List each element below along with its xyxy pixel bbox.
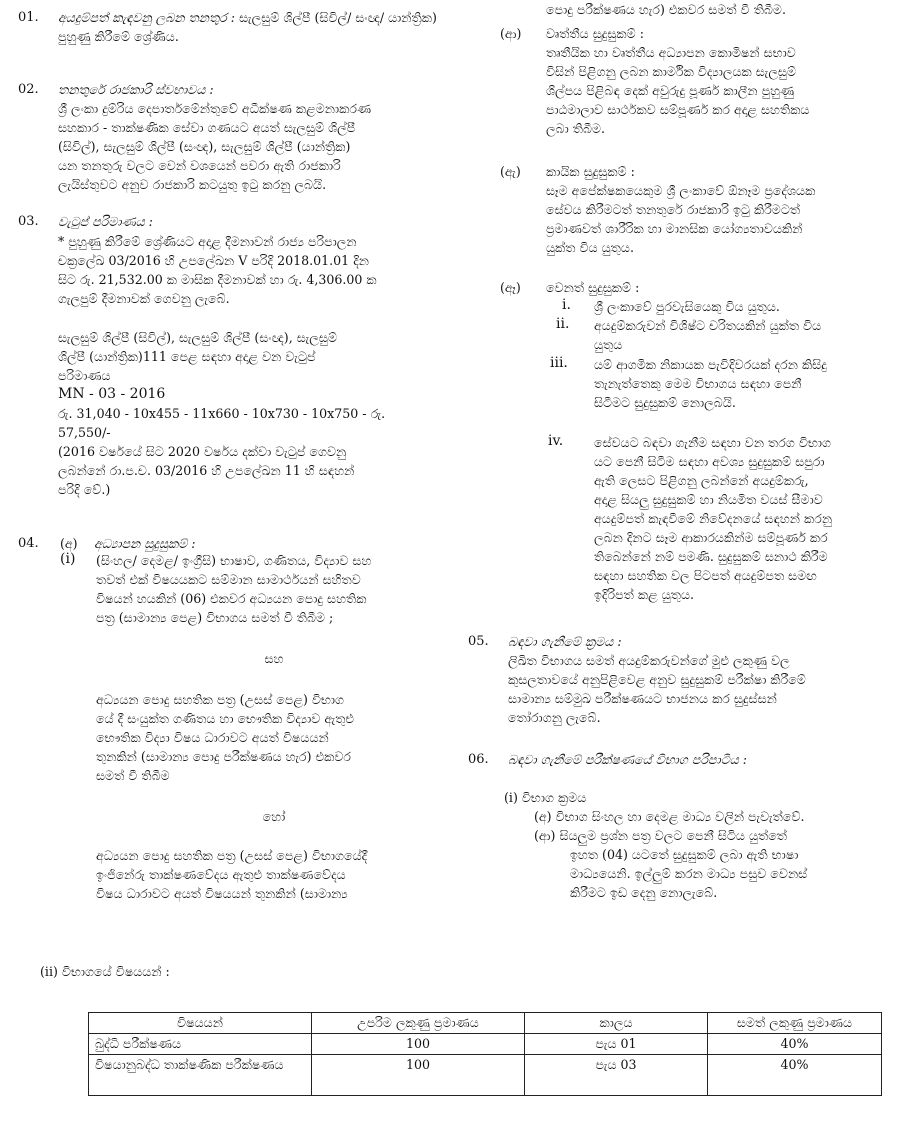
section-01-text: [58, 8, 458, 46]
text-line: සඳහා සහතික වල පිටපත් අයදුම්පත සමඟ: [594, 568, 817, 583]
text-line: සහකාර - තාක්ෂණික සේවා ගණයට අයත් සැලසුම් ශිල්පී: [58, 120, 356, 135]
text-line: තවත් එක් විෂයයකට සම්මාන සාමාර්ථයන් සහිතව: [96, 572, 361, 587]
text-line: පරිදි වේ.): [58, 482, 111, 497]
text-line: තෘතීයික හා වෘත්තීය අධ්‍යාපන කොමිෂන් සභාව: [546, 45, 796, 60]
text-line: තුනකින් (සාමාන්‍ය පොදු පරීක්ෂණය හැර) එකවර: [96, 749, 351, 764]
section-heading: බඳවා ගැනීමේ පරීක්ෂණයේ විභාග පරිපාටිය :: [508, 752, 747, 767]
text-line: ඇති ලෙසට පිළිගනු ලබන්නේ අයදුම්කරු,: [594, 473, 809, 488]
table-row: [89, 1034, 882, 1055]
other-item-3: [594, 355, 886, 412]
text-line: ලබා තිබීම.: [546, 121, 606, 136]
text-line: ලබන දිනට සෑම ආකාරයකින්ම සම්පූර්ණ කර: [594, 530, 828, 545]
text-line: සේවය කිරීමටත් තනතුරේ රාජකාරි ඉටු කිරීමටත්: [546, 202, 801, 217]
text-line: විෂයන් හයකින් (06) එකවර අධ්‍යයන පොදු සහතික: [96, 591, 367, 606]
text-line: පොදු පරීක්ෂණය හැර) එකවර සමත් වී තිබීම.: [546, 2, 786, 17]
column-header: සමත් ලකුණු ප්‍රමාණය: [708, 1013, 882, 1034]
section-heading: වෘත්තීය සුදුසුකම් :: [546, 26, 644, 41]
spacer: [96, 668, 452, 690]
salary-text: [58, 232, 458, 499]
item-number: (i): [60, 551, 76, 567]
text-line: අදාළ සියලු සුදුසුකම් හා නියමිත වයස් සීමාව: [594, 492, 823, 507]
duration: පැය 01: [525, 1034, 708, 1055]
salary-scale-end: 57,550/-: [58, 425, 111, 440]
pass-marks: 40%: [708, 1055, 882, 1096]
text-line: කුසලතාවයේ අනුපිළිවෙළ අනුව සුදුසුකම් පරීක්ෂා කිරීමේ: [508, 672, 806, 687]
column-header: කාලය: [525, 1013, 708, 1034]
text-line: පරිමාණය: [58, 368, 111, 383]
text-line: යේ දී සංයුක්ත ගණිතය හා භෞතික විද්‍යාව ඇතුළු: [96, 711, 355, 726]
text-line: තෝරාගනු ලැබේ.: [508, 710, 601, 725]
text-line: ලබන්නේ රා.ප.ච. 03/2016 හි උපලේඛන 11 හි සඳහන්: [58, 463, 355, 478]
text-line: අධ්‍යයන පොදු සහතික පත්‍ර (උසස් පෙළ) විභාග: [96, 692, 345, 707]
text-line: ඉදිරිපත් කළ යුතුය.: [594, 587, 695, 602]
text-line: ශ්‍රී ලංකා දුම්රිය දෙපාර්තමේන්තුවේ අධීක්ෂණ කළමනාකරණ: [58, 101, 372, 116]
spacer: [58, 308, 458, 328]
sub-label: (ඈ): [500, 280, 521, 295]
text-line: අධ්‍යයන පොදු සහතික පත්‍ර (උසස් පෙළ) විභාගයේදී: [96, 848, 368, 863]
text-line: තැනැත්තෙකු මෙම විභාගය සඳහා පෙනී: [594, 376, 802, 391]
text-line: සමත් වී තිබීම: [96, 768, 170, 783]
item-number: ii.: [556, 316, 570, 332]
section-number: 02.: [18, 82, 39, 97]
conjunction-or: හෝ: [262, 809, 286, 824]
text-line: සිට රු. 21,532.00 ක මාසික දීමනාවක් හා රු. 4,306.00 ක: [58, 272, 377, 287]
section-number: 03.: [18, 214, 39, 229]
text-line: ලැයිස්තුවට අනුව රාජකාරි කටයුතු ඉටු කරනු ලබයි.: [58, 177, 327, 192]
post-name: සැලසුම් ශිල්පී (සිවිල්/ සංඥ/ යාන්ත්‍රික) පුහුණු කිරීමේ ශ්‍රේණිය.: [58, 10, 437, 44]
other-item-4: [594, 433, 886, 604]
exam-medium: (අ) විභාග සිංහල හා දෙමළ මාධ්‍ය වලින් පැවැත්වේ.: [534, 809, 805, 824]
section-heading: කායික සුදුසුකම් :: [546, 164, 635, 179]
text-line: සාමාන්‍ය සම්මුඛ පරීක්ෂණයට භාජනය කර සුදුස්සන්: [508, 691, 777, 706]
text-line: චක්‍රලේඛ 03/2016 හි උපලේඛන V පරිදි 2018.01.01 දින: [58, 253, 370, 268]
text-line: ශිල්පී (යාන්ත්‍රික)111 පෙළ සඳහා අදාළ වන වැටුප්: [58, 349, 316, 364]
item-number: i.: [562, 297, 571, 313]
text-line: සේවයට බඳවා ගැනීම සඳහා වන තරග විභාග: [594, 435, 832, 450]
text-line: කිරීමට ඉඩ දෙනු නොලැබේ.: [570, 885, 718, 900]
spacer: [96, 785, 452, 807]
physical-text: [546, 181, 886, 257]
text-line: ඉහත (04) යටතේ සුදුසුකම් ලබා ඇති භාෂා: [570, 847, 799, 862]
section-number: 05.: [468, 634, 489, 649]
text-line: ලිඛිත විභාගය සමත් අයදුම්කරුවන්ගේ මුළු ලකුණු වල: [508, 653, 790, 668]
item-number: iii.: [550, 355, 568, 371]
duties-text: [58, 99, 458, 194]
exam-method: (i) විභාග ක්‍රමය: [504, 790, 587, 805]
text-line: සෑම අපේක්ෂකයෙකුම ශ්‍රී ලංකාවේ ඕනෑම ප්‍රදේශයක: [546, 183, 816, 198]
text-line: යුතුය: [594, 337, 623, 352]
text-line: සැලසුම් ශිල්පී (සිවිල්), සැලසුම් ශිල්පී (සංඥ), සැලසුම්: [58, 330, 338, 345]
text-line: ශ්‍රී ලංකාවේ පුරවැසියෙකු විය යුතුය.: [594, 299, 780, 314]
section-number: 01.: [18, 10, 39, 25]
section-number: 04.: [18, 536, 39, 551]
section-heading: වැටුප් පරිමාණය :: [58, 214, 153, 229]
other-item-2: [594, 316, 886, 354]
max-marks: 100: [312, 1055, 525, 1096]
text-line: (සිවිල්), සැලසුම් ශිල්පී (සංඥ), සැලසුම් ශිල්පී (යාන්ත්‍රික): [58, 139, 351, 154]
table-row: [89, 1055, 882, 1096]
sub-label: (ආ): [500, 26, 522, 41]
text-line: තිබෙන්නේ නම් පමණි. සුදුසුකම් සනාථ කිරීම: [594, 549, 828, 564]
text-line: යුක්ත විය යුතුය.: [546, 240, 634, 255]
education-text: [96, 551, 452, 903]
table-header-row: [89, 1013, 882, 1034]
section-heading: බඳවා ගැනීමේ ක්‍රමය :: [508, 634, 622, 649]
text-line: විසින් පිළිගනු ලබන කාර්මික විද්‍යාලයක සැලසුම්: [546, 64, 797, 79]
duration: පැය 03: [525, 1055, 708, 1096]
column-header: විෂයයන්: [89, 1013, 312, 1034]
text-line: ගැලපුම් දීමනාවක් ගෙවනු ලැබේ.: [58, 291, 230, 306]
subjects-label: (ii) විභාගයේ විෂයයන් :: [40, 964, 170, 979]
section-number: 06.: [468, 752, 489, 767]
text-line: යම් ආගමික නිකායක පැවිදිවරයක් දරන කිසිදු: [594, 357, 827, 372]
text-line: භෞතික විද්‍යා විෂය ධාරාවට අයත් විෂයයන්: [96, 730, 329, 745]
text-line: පත්‍ර (සාමාන්‍ය පෙළ) විභාගය සමත් වී තිබීම ;: [96, 610, 334, 625]
text-line: (ආ) සියලුම ප්‍රශ්න පත්‍ර වලට පෙනී සිටිය යුත්තේ: [534, 828, 788, 843]
text-line: * පුහුණු කිරීමේ ශ්‍රේණියට අදාළ දීමනාවන් රාජ්‍ය පරිපාලන: [58, 234, 357, 249]
section-heading: වෙනත් සුදුසුකම් :: [546, 280, 640, 295]
text-line: විෂය ධාරාවට අයත් විෂයයන් තුනකින් (සාමාන්‍ය: [96, 886, 348, 901]
text-line: පාඨමාලාව සාර්ථකව සම්පූර්ණ කර අදාළ සහතිකය: [546, 102, 810, 117]
item-number: iv.: [548, 433, 564, 449]
text-line: යන තනතුරු වලට වෙන් වශයෙන් පවරා ඇති රාජකාරි: [58, 158, 341, 173]
salary-scale: රු. 31,040 - 10x455 - 11x660 - 10x730 - 10x750 - රු.: [58, 406, 386, 421]
text-line: යට පෙනී සිටීම සඳහා අවශ්‍ය සුදුසුකම් සපුරා: [594, 454, 825, 469]
text-line: ශිල්පය පිළිබඳ දෙක් අවුරුදු පූර්ණ කාලීන පුහුණු: [546, 83, 795, 98]
text-line: අයදුම්පත් කැඳවීමේ නිවේදනයේ සඳහන් කරනු: [594, 511, 833, 526]
text-line: සිටීමට සුදුසුකම් නොලබයි.: [594, 395, 736, 410]
section-heading: අධ්‍යාපන සුදුසුකම් :: [94, 536, 196, 551]
conjunction-and: සහ: [264, 651, 284, 666]
vocational-text: [546, 43, 886, 138]
spacer: [96, 627, 452, 649]
text-line: මාධ්‍යයෙනි. ඉල්ලුම් කරන මාධ්‍ය පසුව වෙනස්: [570, 866, 808, 881]
text-line: අයදුම්කරුවන් විශිෂ්ට චරිතයකින් යුක්ත විය: [594, 318, 822, 333]
text-line: ඉංජිනේරු තාක්ෂණවේදය ඇතුළු තාක්ෂණවේදය: [96, 867, 346, 882]
max-marks: 100: [312, 1034, 525, 1055]
column-header: උපරිම ලකුණු ප්‍රමාණය: [312, 1013, 525, 1034]
subject-name: බුද්ධි පරීක්ෂණය: [89, 1034, 312, 1055]
salary-code: MN - 03 - 2016: [58, 386, 166, 402]
text-line: ප්‍රමාණවත් ශාරීරික හා මානසික යෝග්‍යතාවයකින්: [546, 221, 803, 236]
section-heading: අයදුම්පත් කැඳවනු ලබන තනතුර :: [58, 10, 236, 25]
section-heading: තනතුරේ රාජකාරි ස්වභාවය :: [58, 82, 214, 97]
sub-label: (අ): [60, 536, 78, 551]
subjects-table: [88, 1012, 882, 1096]
subject-name: විෂයානුබද්ධ තාක්ෂණික පරීක්ෂණය: [89, 1055, 312, 1096]
pass-marks: 40%: [708, 1034, 882, 1055]
other-item-1: [594, 297, 886, 316]
spacer: [96, 826, 452, 846]
text-line: (2016 වර්ෂයේ සිට 2020 වර්ෂය දක්වා වැටුප් ගෙවනු: [58, 444, 347, 459]
recruitment-text: [508, 651, 888, 727]
exam-language-rule: [534, 826, 886, 902]
text-line: (සිංහල/ දෙමළ/ ඉංග්‍රීසි) භාෂාව, ගණිතය, විද්‍යාව සහ: [96, 553, 372, 568]
sub-label: (ඇ): [500, 164, 521, 179]
